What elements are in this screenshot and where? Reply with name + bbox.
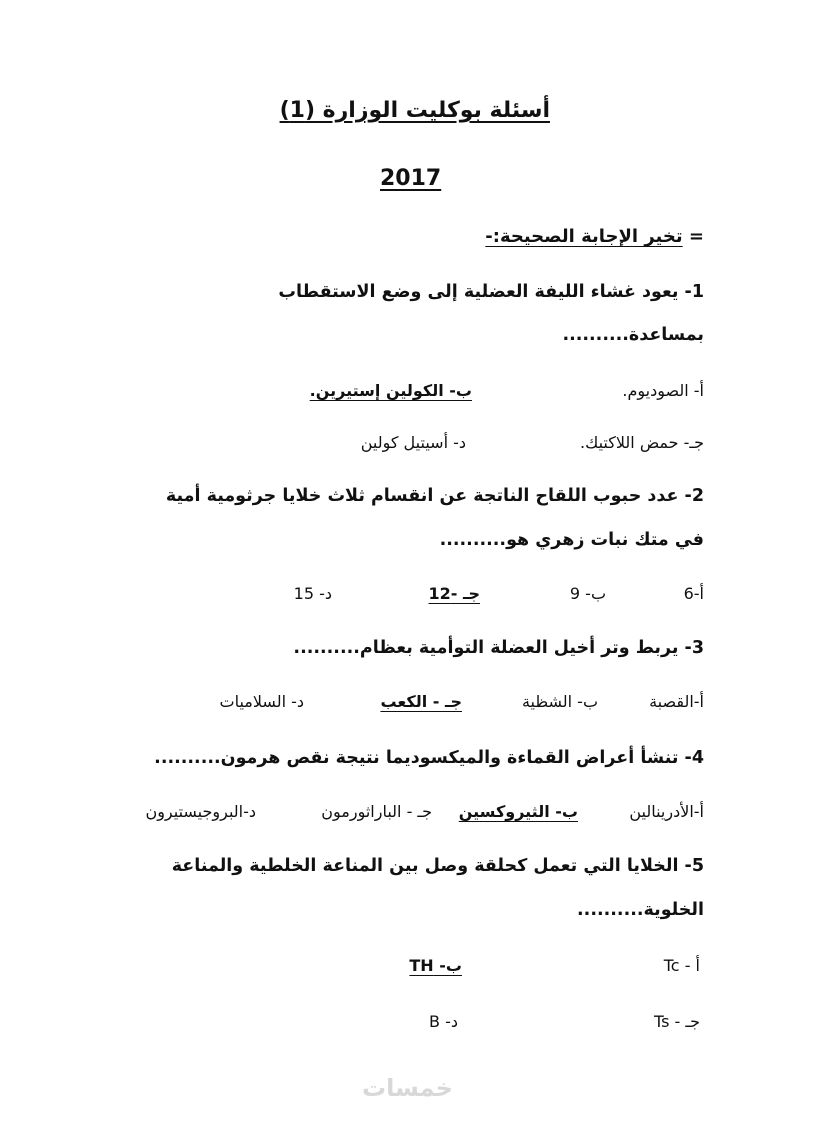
question-5-line-1: 5- الخلايا التي تعمل كحلقة وصل بين المناعة الخلطية والمناعة: [171, 856, 704, 876]
question-4-option-a: أ-الأدرينالين: [629, 802, 704, 821]
question-5-option-b-correct: ب- TH: [409, 956, 462, 975]
question-1-option-b-correct: ب- الكولين إستيرين.: [309, 381, 472, 400]
question-5-option-d: د- B: [429, 1012, 458, 1031]
question-2-option-c-correct: جـ -12: [428, 584, 480, 603]
question-5-option-a: أ - Tc: [663, 956, 700, 975]
question-3-option-c-correct: جـ - الكعب: [380, 692, 462, 711]
question-1-option-a: أ- الصوديوم.: [622, 381, 704, 400]
question-4-option-d: د-البروجيستيرون: [145, 802, 256, 821]
question-3-option-d: د- السلاميات: [219, 692, 304, 711]
question-1-option-d: د- أسيتيل كولين: [360, 433, 466, 452]
question-2-line-2: في متك نبات زهري هو..........: [439, 530, 704, 550]
question-4-line-1: 4- تنشأ أعراض القماءة والميكسوديما نتيجة نقص هرمون..........: [154, 748, 704, 768]
question-4-option-b-correct: ب- الثيروكسين: [458, 802, 578, 821]
question-4-option-c: جـ - الباراثورمون: [321, 802, 432, 821]
question-3-option-b: ب- الشظية: [521, 692, 598, 711]
question-2-option-a: أ-6: [683, 584, 704, 603]
question-3-option-a: أ-القصبة: [649, 692, 704, 711]
instruction-text: تخير الإجابة الصحيحة:-: [485, 226, 683, 247]
question-1-line-1: 1- يعود غشاء الليفة العضلية إلى وضع الاستقطاب: [278, 282, 704, 302]
question-1-line-2: بمساعدة..........: [562, 325, 704, 345]
watermark-logo: خمسات: [362, 1074, 453, 1102]
question-2-line-1: 2- عدد حبوب اللقاح الناتجة عن انقسام ثلاث خلايا جرثومية أمية: [165, 486, 704, 506]
question-3-line-1: 3- يربط وتر أخيل العضلة التوأمية بعظام..........: [293, 638, 704, 658]
exam-year: 2017: [380, 166, 442, 191]
page-title: أسئلة بوكليت الوزارة (1): [279, 98, 550, 123]
instruction-prefix: =: [688, 226, 704, 247]
instruction-line: [485, 226, 704, 247]
question-5-option-c: جـ - Ts: [654, 1012, 700, 1031]
question-1-option-c: جـ- حمض اللاكتيك.: [580, 433, 704, 452]
question-5-line-2: الخلوية..........: [577, 900, 704, 920]
question-2-option-d: د- 15: [293, 584, 332, 603]
question-2-option-b: ب- 9: [569, 584, 606, 603]
